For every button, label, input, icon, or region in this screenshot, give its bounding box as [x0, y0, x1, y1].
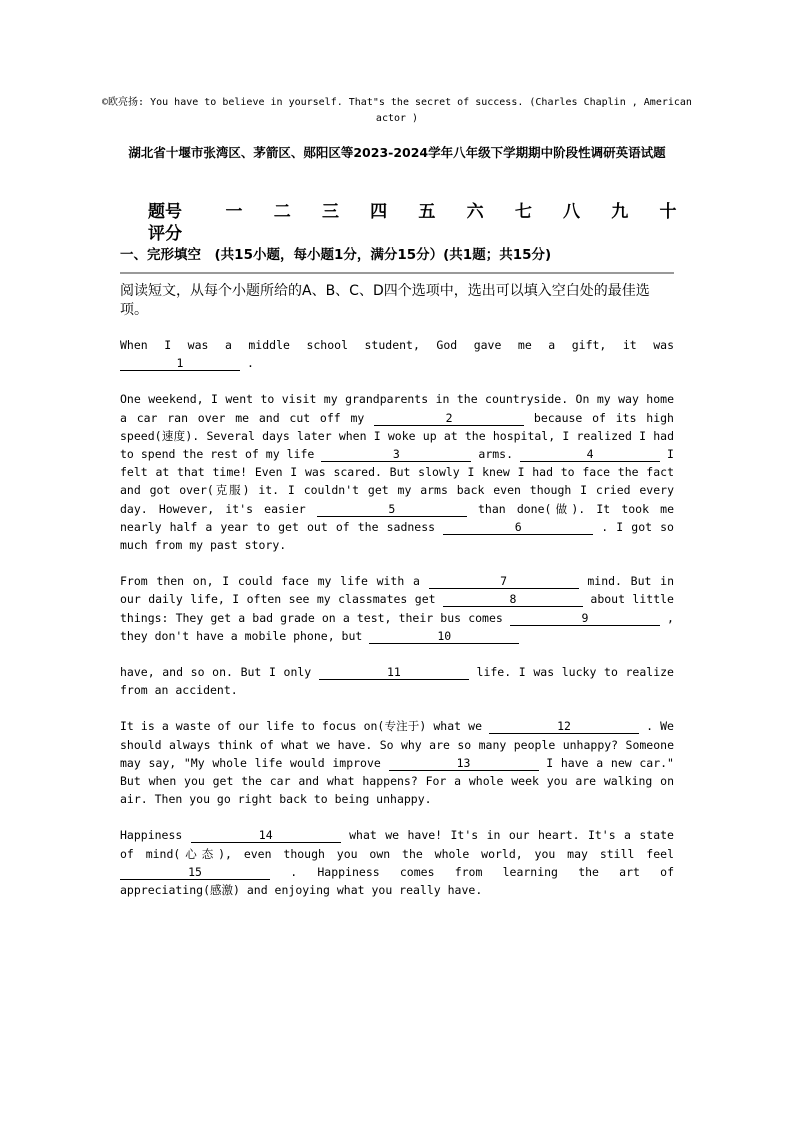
blank-14[interactable]: 14: [191, 829, 341, 843]
blank-4[interactable]: 4: [520, 448, 660, 462]
column-5: 五: [418, 201, 436, 222]
paragraph-text: It is a waste of our life to focus on(专注于) what we: [120, 719, 482, 734]
blank-12[interactable]: 12: [489, 720, 639, 734]
paragraph-4: [120, 663, 674, 699]
blank-9[interactable]: 9: [510, 612, 660, 626]
column-1: 一: [225, 201, 243, 222]
paragraph-text: . We should always think of what we have. So why are so many people unhappy? Someone may say, "My whole life would improve: [120, 719, 674, 770]
blank-6[interactable]: 6: [443, 521, 593, 535]
blank-3[interactable]: 3: [321, 448, 471, 462]
paragraph-text: Happiness: [120, 828, 183, 843]
paragraph-1: [120, 336, 674, 372]
paragraph-text: life. I was lucky to realize from an accident.: [120, 665, 674, 698]
blank-5[interactable]: 5: [317, 503, 467, 517]
paragraph-text: than done(做). It took me nearly half a year to get out of the sadness: [120, 501, 674, 534]
column-4: 四: [370, 201, 388, 222]
paragraph-text: because of its high speed(速度). Several days later when I woke up at the hospital, I realized I had to spend the rest of my life: [120, 410, 674, 462]
paragraph-text: . Happiness comes from learning the art of appreciating(感激) and enjoying what you really have.: [120, 864, 674, 898]
divider: [120, 272, 674, 274]
paragraph-6: [120, 826, 674, 899]
paragraph-2: [120, 390, 674, 554]
paragraph-text: . I got so much from my past story.: [120, 519, 674, 553]
blank-11[interactable]: 11: [319, 666, 469, 680]
blank-2[interactable]: 2: [374, 412, 524, 426]
column-6: 六: [466, 201, 484, 222]
score-table: [148, 198, 678, 242]
score-table-header-row: [148, 198, 678, 220]
paragraph-5: [120, 717, 674, 808]
score-table-score-row: [148, 220, 678, 242]
score-label: 评分: [148, 223, 182, 244]
paragraph-text: When I was a middle school student, God gave me a gift, it was: [120, 338, 674, 352]
paragraph-3: [120, 572, 674, 645]
blank-10[interactable]: 10: [369, 630, 519, 644]
instruction-text: 阅读短文，从每个小题所给的A、B、C、D四个选项中，选出可以填入空白处的最佳选项。: [120, 283, 650, 318]
paragraph-text: what we have! It's in our heart. It's a state of mind(心态), even though you own the whole world, you may still feel: [120, 828, 674, 861]
column-2: 二: [273, 201, 291, 222]
blank-7[interactable]: 7: [429, 575, 579, 589]
paragraph-text: One weekend, I went to visit my grandparents in the countryside. On my way home a car ran over me and cut off my: [120, 392, 674, 425]
column-8: 八: [563, 201, 581, 222]
paragraph-text: From then on, I could face my life with a: [120, 574, 420, 589]
paragraph-text: have, and so on. But I only: [120, 665, 312, 680]
blank-13[interactable]: 13: [389, 757, 539, 771]
paragraph-text: about little things: They get a bad grade on a test, their bus comes: [120, 592, 674, 625]
column-10: 十: [659, 201, 677, 222]
column-7: 七: [514, 201, 532, 222]
blank-15[interactable]: 15: [120, 866, 270, 880]
blank-8[interactable]: 8: [443, 593, 583, 607]
paragraph-text: , they don't have a mobile phone, but: [120, 610, 674, 643]
paragraph-text: I have a new car." But when you get the car and what happens? For a whole week you are walking on air. Then you go right back to being unhappy.: [120, 755, 674, 807]
cloze-passage: [120, 336, 674, 917]
paragraph-text: I felt at that time! Even I was scared. But slowly I knew I had to face the fact and got over(克服) it. I couldn't get my arms back even though I cried every day. However, it's easier: [120, 447, 674, 516]
paragraph-text: mind. But in our daily life, I often see my classmates get: [120, 574, 674, 607]
exam-title: 湖北省十堰市张湾区、茅箭区、郧阳区等2023-2024学年八年级下学期期中阶段性调研英语试题: [128, 145, 666, 160]
question-number-columns: [196, 197, 678, 222]
column-9: 九: [611, 201, 629, 222]
column-3: 三: [321, 201, 339, 222]
header-quote: ©欧亮扬: You have to believe in yourself. That"s the secret of success. (Charles Chaplin , American actor ): [102, 97, 692, 124]
question-number-label: 题号: [148, 201, 182, 222]
paragraph-text: .: [246, 356, 254, 371]
blank-1[interactable]: 1: [120, 357, 240, 371]
section-heading: 一、完形填空 (共15小题，每小题1分，满分15分）(共1题；共15分): [120, 247, 552, 263]
paragraph-text: arms.: [478, 447, 514, 462]
